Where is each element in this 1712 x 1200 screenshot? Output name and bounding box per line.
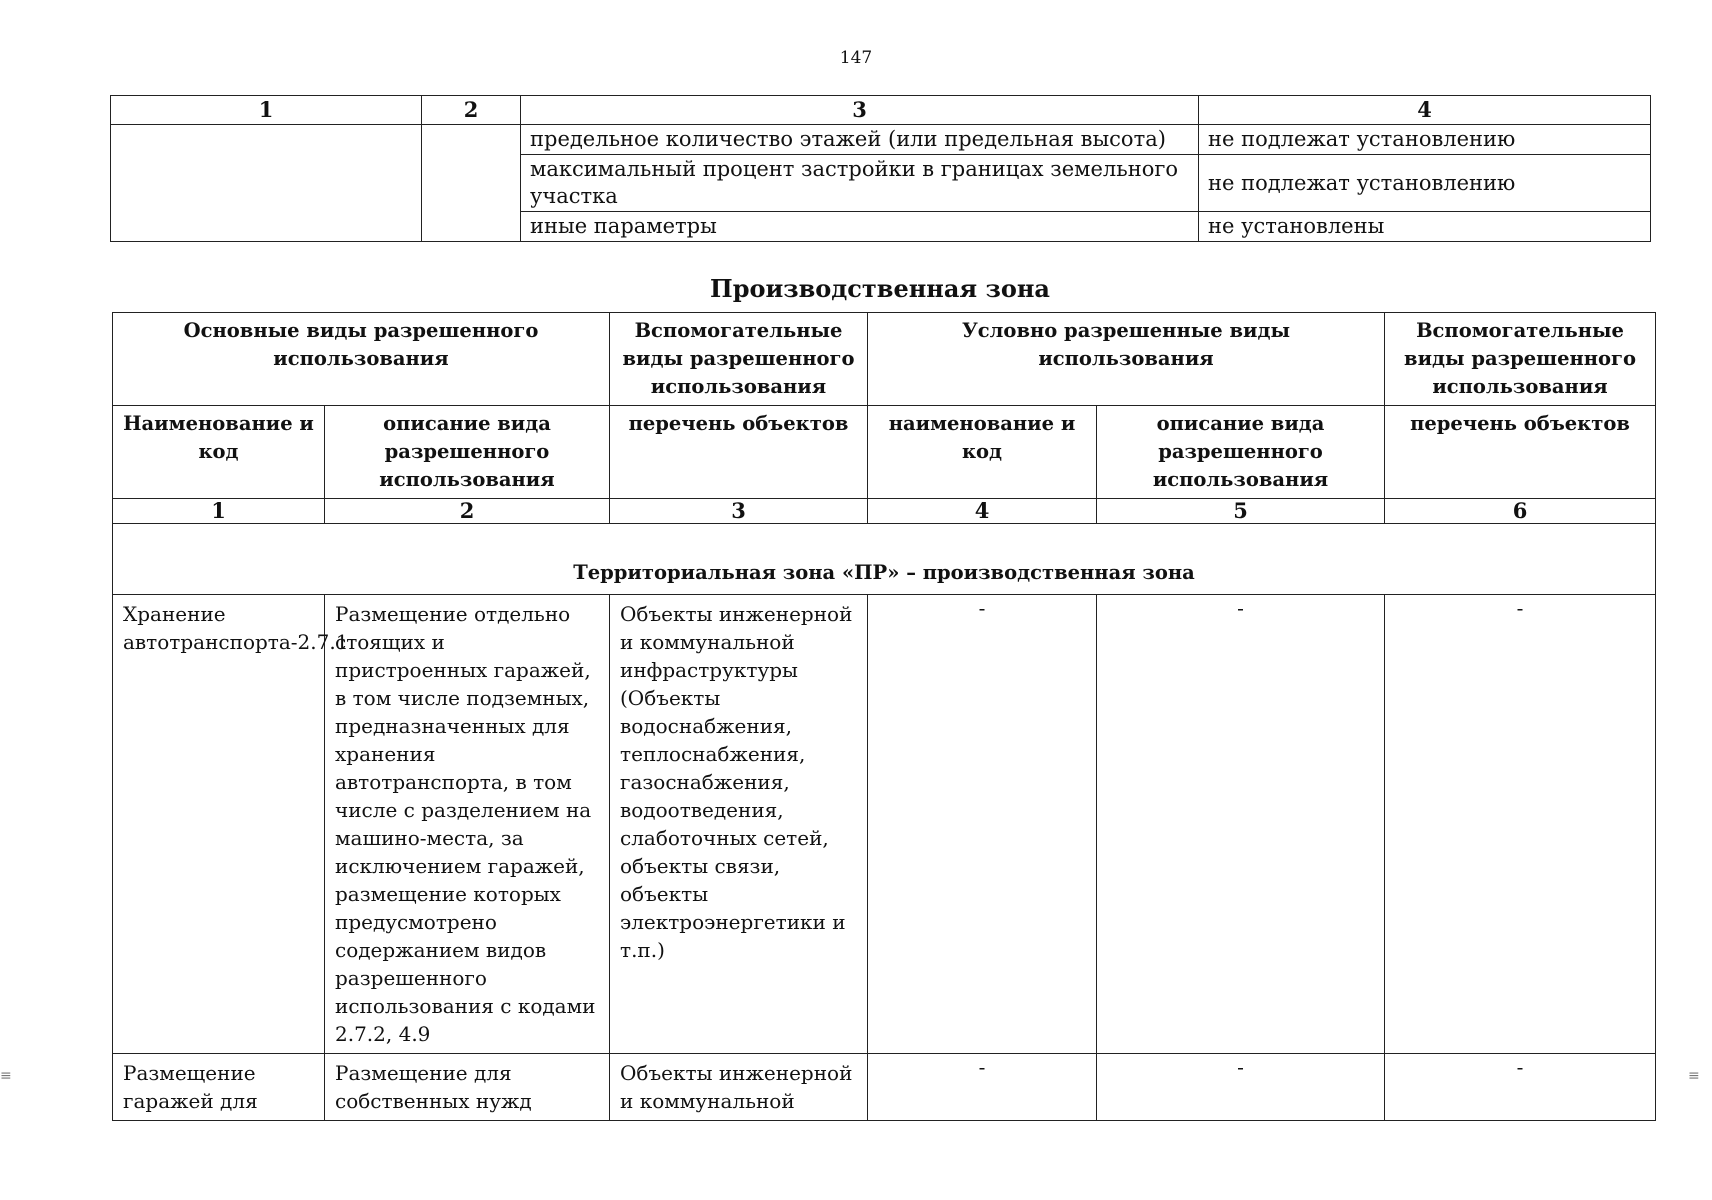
auxiliary-uses-header-2: Вспомогательные виды разрешенного использования	[1385, 313, 1656, 406]
table-row	[113, 595, 1656, 1054]
section-title: Производственная зона	[710, 274, 1050, 303]
continuation-table	[110, 95, 1651, 242]
objects-list-header-2: перечень объектов	[1385, 406, 1656, 499]
main-uses-header: Основные виды разрешенного использования	[113, 313, 610, 406]
scan-edge-mark: ≡	[0, 1068, 12, 1084]
use-name-code: Размещение гаражей для	[113, 1054, 325, 1121]
objects-list-header: перечень объектов	[610, 406, 868, 499]
name-code-header: Наименование и код	[113, 406, 325, 499]
conditional-objects-list: -	[1385, 595, 1656, 1054]
sub-header-row	[113, 406, 1656, 499]
conditional-description: -	[1097, 595, 1385, 1054]
table-row	[113, 1054, 1656, 1121]
name-code-header-2: наименование и код	[868, 406, 1097, 499]
page-number: 147	[839, 48, 873, 68]
empty-cell	[422, 125, 521, 242]
conditional-description: -	[1097, 1054, 1385, 1121]
conditional-objects-list: -	[1385, 1054, 1656, 1121]
zone-title: Территориальная зона «ПР» – производственная зона	[113, 524, 1656, 595]
conditional-name-code: -	[868, 595, 1097, 1054]
column-number: 3	[610, 499, 868, 524]
use-description: Размещение для собственных нужд	[325, 1054, 610, 1121]
zone-row	[113, 524, 1656, 595]
continuation-table-header	[111, 96, 1651, 125]
parameter-name: предельное количество этажей (или предельная высота)	[521, 125, 1199, 155]
column-number: 4	[1199, 96, 1651, 125]
objects-list: Объекты инженерной и коммунальной	[610, 1054, 868, 1121]
column-number: 2	[422, 96, 521, 125]
auxiliary-uses-header: Вспомогательные виды разрешенного использования	[610, 313, 868, 406]
objects-list: Объекты инженерной и коммунальной инфраструктуры (Объекты водоснабжения, теплоснабжения, газоснабжения, водоотведения, слаботочных сетей, объекты связи, объекты электроэнергетики и т.п.)	[610, 595, 868, 1054]
scan-edge-mark: ≡	[1688, 1068, 1700, 1084]
column-number: 6	[1385, 499, 1656, 524]
conditional-uses-header: Условно разрешенные виды использования	[868, 313, 1385, 406]
use-name-code: Хранение автотранспорта-2.7.1	[113, 595, 325, 1054]
column-number: 1	[111, 96, 422, 125]
parameter-name: иные параметры	[521, 212, 1199, 242]
empty-cell	[111, 125, 422, 242]
column-number: 5	[1097, 499, 1385, 524]
column-number: 2	[325, 499, 610, 524]
conditional-name-code: -	[868, 1054, 1097, 1121]
column-number: 4	[868, 499, 1097, 524]
column-number: 1	[113, 499, 325, 524]
parameter-name: максимальный процент застройки в границах земельного участка	[521, 155, 1199, 212]
parameter-value: не подлежат установлению	[1199, 155, 1651, 212]
description-header: описание вида разрешенного использования	[325, 406, 610, 499]
column-numbers-row	[113, 499, 1656, 524]
column-number: 3	[521, 96, 1199, 125]
parameter-value: не подлежат установлению	[1199, 125, 1651, 155]
group-header-row	[113, 313, 1656, 406]
zone-uses-table	[112, 312, 1656, 1121]
use-description: Размещение отдельно стоящих и пристроенных гаражей, в том числе подземных, предназначенных для хранения автотранспорта, в том числе с разделением на машино-места, за исключением гаражей, размещение которых предусмотрено содержанием видов разрешенного использования с кодами 2.7.2, 4.9	[325, 595, 610, 1054]
table-row	[111, 125, 1651, 155]
description-header-2: описание вида разрешенного использования	[1097, 406, 1385, 499]
parameter-value: не установлены	[1199, 212, 1651, 242]
